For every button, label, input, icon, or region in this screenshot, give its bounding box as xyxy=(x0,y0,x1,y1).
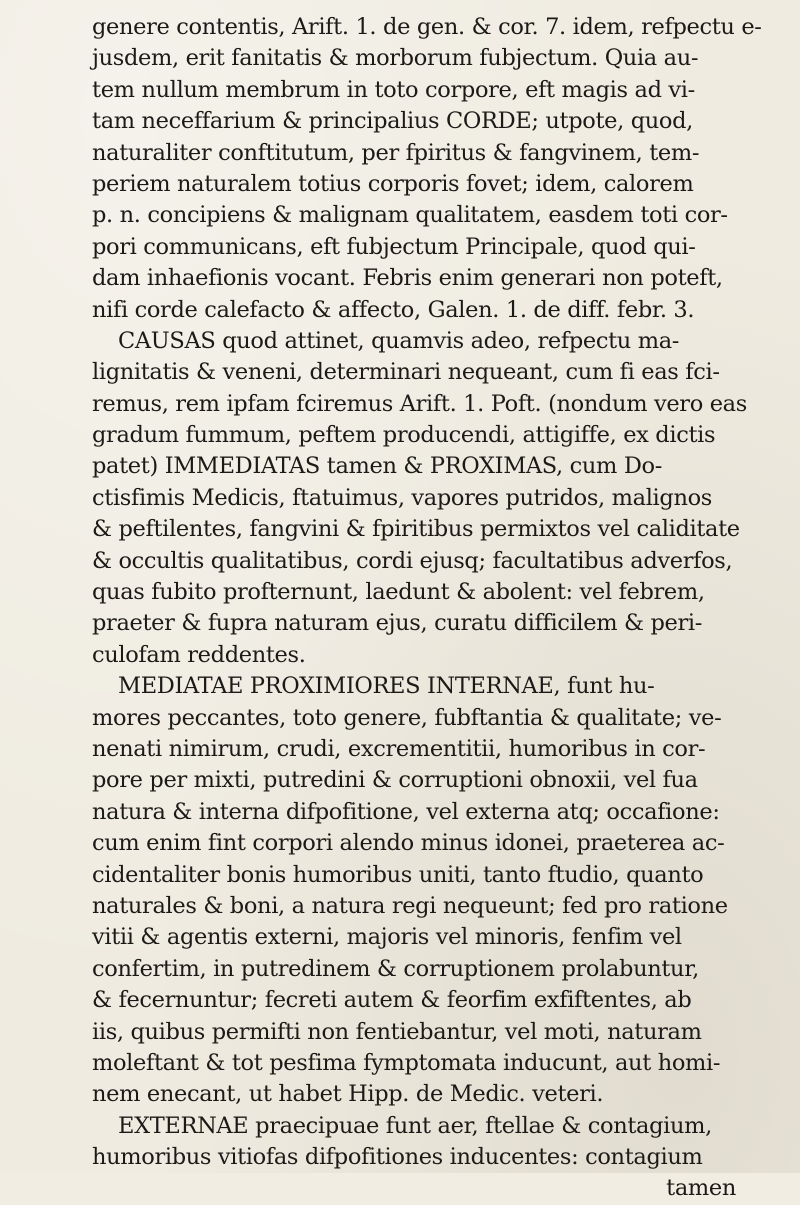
text-line: nenati nimirum, crudi, excrementitii, humoribus in cor- xyxy=(92,735,706,762)
text-line: iis, quibus permifti non fentiebantur, vel moti, naturam xyxy=(92,1018,702,1045)
text-line: patet) IMMEDIATAS tamen & PROXIMAS, cum Do- xyxy=(92,453,662,480)
text-line: pori communicans, eft fubjectum Principale, quod qui- xyxy=(92,233,696,260)
text-line: moleftant & tot pesfima fymptomata inducunt, aut homi- xyxy=(92,1049,721,1076)
paragraph-start-line: CAUSAS quod attinet, quamvis adeo, refpectu ma- xyxy=(118,327,680,354)
text-line: natura & interna difpofitione, vel externa atq; occafione: xyxy=(92,798,720,825)
text-line: p. n. concipiens & malignam qualitatem, easdem toti cor- xyxy=(92,202,728,229)
text-line: vitii & agentis externi, majoris vel minoris, fenfim vel xyxy=(92,924,682,951)
text-line: humoribus vitiofas difpofitiones inducentes: contagium xyxy=(92,1144,703,1171)
text-line: mores peccantes, toto genere, fubftantia & qualitate; ve- xyxy=(92,704,722,731)
text-line: praeter & fupra naturam ejus, curatu difficilem & peri- xyxy=(92,610,703,637)
paragraph-start-line: EXTERNAE praecipuae funt aer, ftellae & contagium, xyxy=(118,1112,712,1139)
text-line: & occultis qualitatibus, cordi ejusq; facultatibus adverfos, xyxy=(92,547,733,574)
text-line: dam inhaefionis vocant. Febris enim generari non poteft, xyxy=(92,265,723,292)
text-block xyxy=(92,12,772,1205)
text-line: cum enim fint corpori alendo minus idonei, praeterea ac- xyxy=(92,830,725,857)
text-line: & peftilentes, fangvini & fpiritibus permixtos vel caliditate xyxy=(92,516,740,543)
text-line: nifi corde calefacto & affecto, Galen. 1. de diff. febr. 3. xyxy=(92,296,695,323)
text-line: tem nullum membrum in toto corpore, eft magis ad vi- xyxy=(92,76,695,103)
text-line: periem naturalem totius corporis fovet; idem, calorem xyxy=(92,170,694,197)
text-line: naturales & boni, a natura regi nequeunt; fed pro ratione xyxy=(92,892,728,919)
text-line: naturaliter conftitutum, per fpiritus & fangvinem, tem- xyxy=(92,139,700,166)
text-line: cidentaliter bonis humoribus uniti, tanto ftudio, quanto xyxy=(92,861,704,888)
text-line: nem enecant, ut habet Hipp. de Medic. veteri. xyxy=(92,1081,604,1108)
text-line: tam neceffarium & principalius CORDE; utpote, quod, xyxy=(92,108,693,135)
text-line: pore per mixti, putredini & corruptioni obnoxii, vel fua xyxy=(92,767,698,794)
text-line: genere contentis, Arift. 1. de gen. & cor. 7. idem, refpectu e- xyxy=(92,14,762,40)
text-line: & fecernuntur; fecreti autem & feorfim exfiftentes, ab xyxy=(92,987,692,1014)
text-line: ctisfimis Medicis, ftatuimus, vapores putridos, malignos xyxy=(92,484,712,511)
text-line: gradum fummum, peftem producendi, attigiffe, ex dictis xyxy=(92,422,716,449)
text-line: lignitatis & veneni, determinari nequeant, cum fi eas fci- xyxy=(92,359,720,386)
text-line: confertim, in putredinem & corruptionem prolabuntur, xyxy=(92,955,699,982)
text-line: remus, rem ipfam fciremus Arift. 1. Poft. (nondum vero eas xyxy=(92,390,747,417)
text-line: quas fubito profternunt, laedunt & abolent: vel febrem, xyxy=(92,579,705,606)
text-line: jusdem, erit fanitatis & morborum fubjectum. Quia au- xyxy=(92,45,699,72)
catchword: tamen xyxy=(666,1175,736,1202)
paragraph-start-line: MEDIATAE PROXIMIORES INTERNAE, funt hu- xyxy=(118,673,655,700)
text-line: culofam reddentes. xyxy=(92,641,306,668)
